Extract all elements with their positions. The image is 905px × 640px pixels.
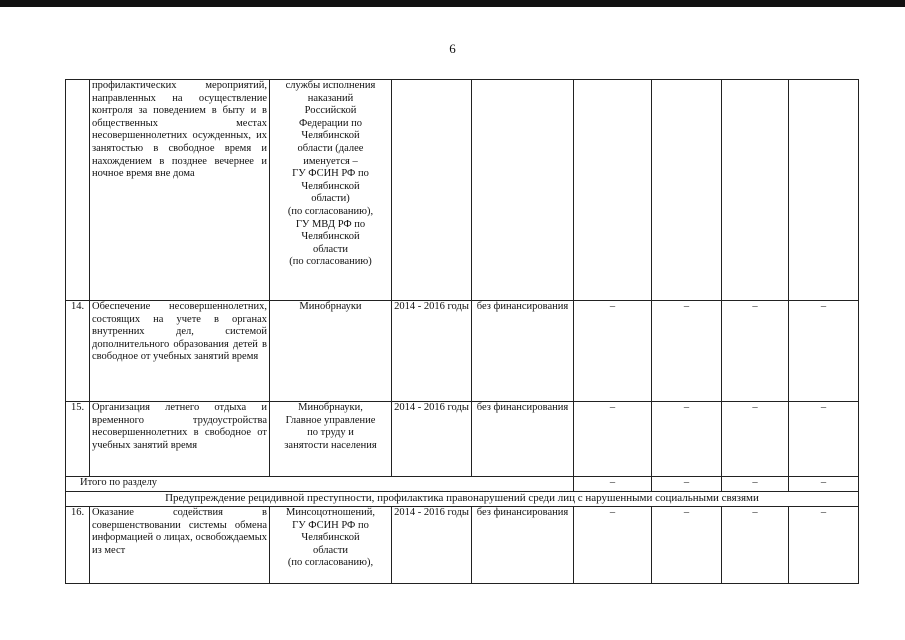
financing-cell: без финансирования <box>472 402 574 477</box>
total-value: – <box>722 477 789 492</box>
value-cell <box>652 80 722 301</box>
total-value: – <box>652 477 722 492</box>
value-cell <box>574 80 652 301</box>
program-activities-table <box>65 79 859 584</box>
financing-cell: без финансирования <box>472 301 574 402</box>
section-title: Предупреждение рецидивной преступности, профилактика правонарушений среди лиц с нарушенными социальными связями <box>66 492 859 507</box>
value-cell: – <box>574 402 652 477</box>
value-cell: – <box>652 402 722 477</box>
activity-cell: профилактических мероприятий, направленных на осуществление контроля за поведением в быту и в общественных местах несовершеннолетних осужденных, их занятостью в свободное время и нахождением в позднее вечернее и ночное время вне дома <box>90 80 270 301</box>
period-cell: 2014 - 2016 годы <box>392 402 472 477</box>
period-cell: 2014 - 2016 годы <box>392 507 472 584</box>
value-cell: – <box>722 301 789 402</box>
row-number <box>66 80 90 301</box>
total-value: – <box>574 477 652 492</box>
section-header-row <box>66 492 859 507</box>
activity-cell: Оказание содействия в совершенствовании системы обмена информацией о лицах, освобождаемых из мест <box>90 507 270 584</box>
scan-top-border <box>0 0 905 7</box>
value-cell: – <box>789 301 859 402</box>
row-number: 16. <box>66 507 90 584</box>
row-number: 14. <box>66 301 90 402</box>
page-number: 6 <box>449 41 456 56</box>
financing-cell <box>472 80 574 301</box>
total-value: – <box>789 477 859 492</box>
table-row <box>66 80 859 301</box>
table-row <box>66 301 859 402</box>
value-cell <box>722 80 789 301</box>
executor-cell: Минсоцотношений, ГУ ФСИН РФ по Челябинской области (по согласованию), <box>270 507 392 584</box>
financing-cell: без финансирования <box>472 507 574 584</box>
value-cell <box>789 80 859 301</box>
value-cell: – <box>722 507 789 584</box>
activity-cell: Обеспечение несовершеннолетних, состоящих на учете в органах внутренних дел, системой дополнительного образования детей в свободное от учебных занятий время <box>90 301 270 402</box>
row-number: 15. <box>66 402 90 477</box>
value-cell: – <box>652 301 722 402</box>
executor-cell: службы исполнения наказаний Российской Федерации по Челябинской области (далее именуется – ГУ ФСИН РФ по Челябинской области) (по согласованию), ГУ МВД РФ по Челябинской области (по согласованию) <box>270 80 392 301</box>
period-cell: 2014 - 2016 годы <box>392 301 472 402</box>
value-cell: – <box>789 507 859 584</box>
value-cell: – <box>722 402 789 477</box>
value-cell: – <box>789 402 859 477</box>
activity-cell: Организация летнего отдыха и временного трудоустройства несовершеннолетних в свободное от учебных занятий время <box>90 402 270 477</box>
total-label: Итого по разделу <box>66 477 574 492</box>
table-row <box>66 402 859 477</box>
value-cell: – <box>652 507 722 584</box>
table-row <box>66 507 859 584</box>
executor-cell: Минобрнауки <box>270 301 392 402</box>
period-cell <box>392 80 472 301</box>
value-cell: – <box>574 301 652 402</box>
executor-cell: Минобрнауки, Главное управление по труду и занятости населения <box>270 402 392 477</box>
value-cell: – <box>574 507 652 584</box>
total-row <box>66 477 859 492</box>
